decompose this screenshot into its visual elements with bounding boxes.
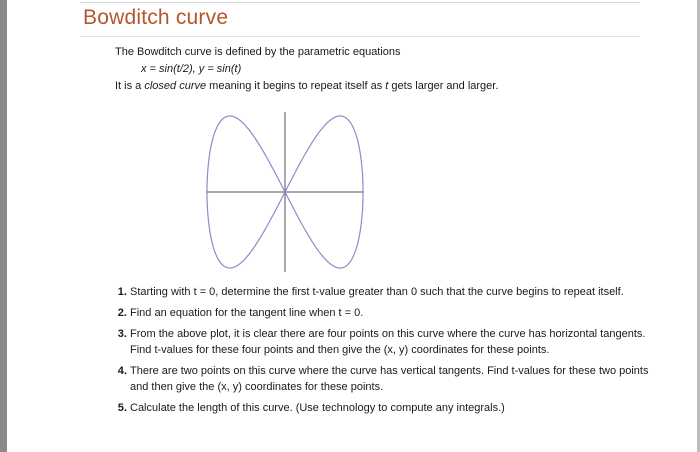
left-scroll-edge [0,0,7,452]
page-title: Bowditch curve [83,6,229,29]
question-text: Find an equation for the tangent line when t = 0. [130,307,364,319]
title-divider [80,36,640,37]
intro-t-variable: t [385,80,389,92]
bowditch-plot [200,108,370,274]
question-text: From the above plot, it is clear there are four points on this curve where the curve has horizontal tangents. Find t-values for these four points and then give the (x, y) coordinates for these points. [130,328,646,356]
intro-text-a: It is a [115,80,145,92]
question-item [130,305,660,321]
question-item [130,284,660,300]
top-rule [80,2,640,3]
question-text: There are two points on this curve where the curve has vertical tangents. Find t-values for these two points and then give the (x, y) coordinates for these points. [130,365,649,393]
question-item [130,326,660,358]
question-item [130,400,660,416]
intro-line-definition: The Bowditch curve is defined by the parametric equations [115,46,401,58]
question-item [130,363,660,395]
intro-text-b: meaning it begins to repeat itself as [206,80,386,92]
question-text: Calculate the length of this curve. (Use technology to compute any integrals.) [130,402,505,414]
closed-curve-emphasis: closed curve [144,80,207,92]
intro-text [115,44,498,95]
intro-text-c: gets larger and larger. [388,80,499,92]
question-list [108,284,660,421]
intro-equation: x = sin(t/2), y = sin(t) [141,63,242,75]
question-text: Starting with t = 0, determine the first t-value greater than 0 such that the curve begins to repeat itself. [130,286,624,298]
intro-line-closed-curve [115,78,498,95]
